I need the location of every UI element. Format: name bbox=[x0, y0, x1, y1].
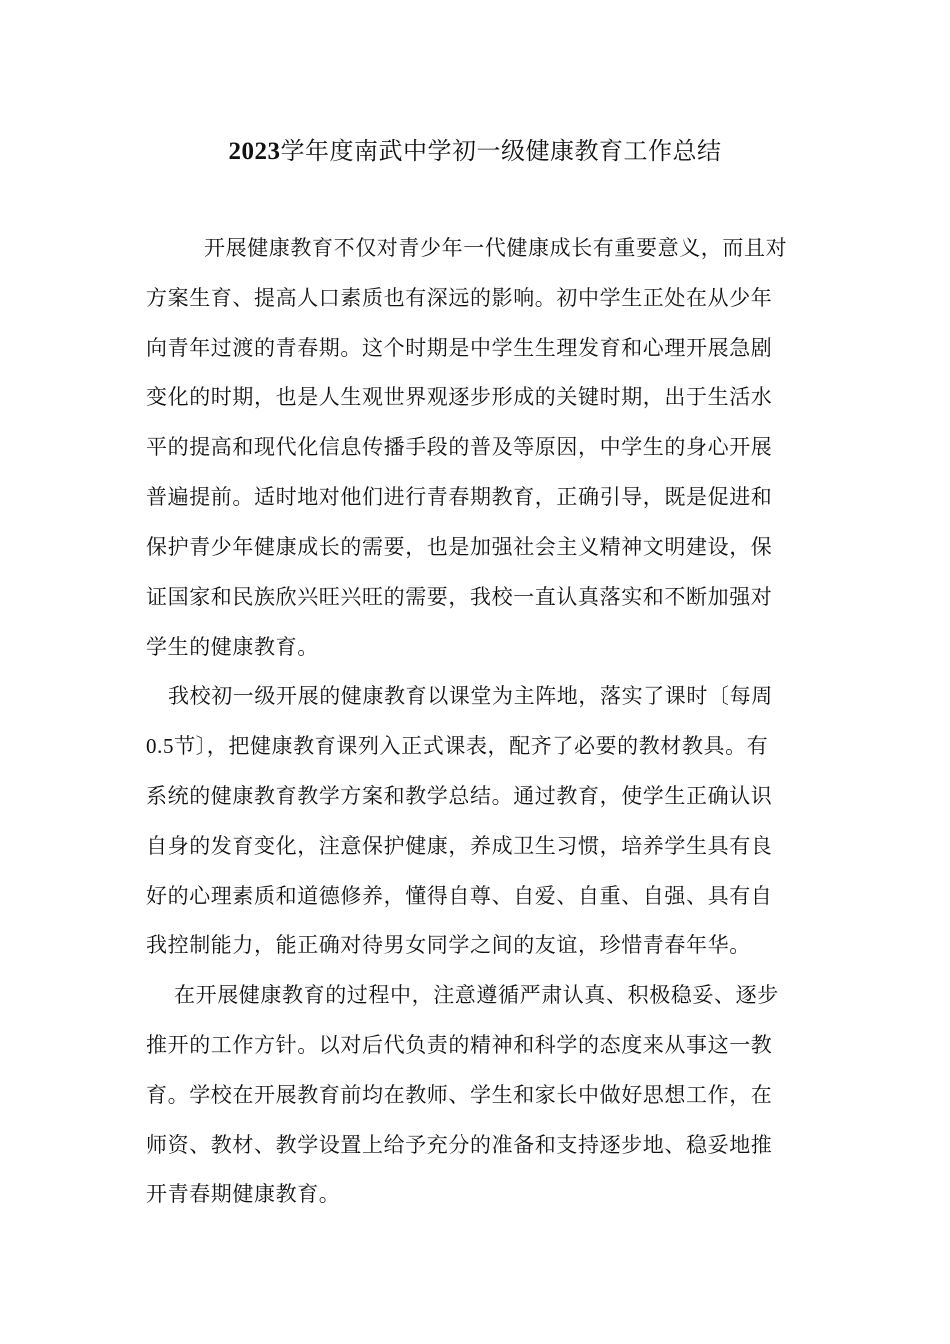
paragraph-line: 师资、教材、教学设置上给予充分的准备和支持逐步地、稳妥地推 bbox=[146, 1133, 773, 1157]
paragraph-line: 开青春期健康教育。 bbox=[146, 1182, 341, 1206]
paragraph-line: 学生的健康教育。 bbox=[146, 635, 319, 659]
paragraph-line bbox=[146, 731, 806, 761]
paragraph-line: 证国家和民族欣兴旺兴旺的需要，我校一直认真落实和不断加强对 bbox=[146, 585, 773, 609]
paragraph-line: 平的提高和现代化信息传播手段的普及等原因，中学生的身心开展 bbox=[146, 435, 773, 459]
paragraph-line: 好的心理素质和道德修养，懂得自尊、自爱、自重、自强、具有自 bbox=[146, 884, 773, 908]
paragraph-line: 向青年过渡的青春期。这个时期是中学生生理发育和心理开展急剧 bbox=[146, 336, 773, 360]
paragraph-line: 推开的工作方针。以对后代负责的精神和科学的态度来从事这一教 bbox=[146, 1033, 773, 1057]
paragraph-line: 我控制能力，能正确对待男女同学之间的友谊，珍惜青春年华。 bbox=[146, 933, 751, 957]
paragraph-line: 普遍提前。适时地对他们进行青春期教育，正确引导，既是促进和 bbox=[146, 485, 773, 509]
lesson-count: 0.5 bbox=[146, 734, 175, 758]
paragraph-line: 我校初一级开展的健康教育以课堂为主阵地，落实了课时〔每周 bbox=[168, 684, 773, 708]
title-text: 学年度南武中学初一级健康教育工作总结 bbox=[280, 137, 722, 165]
document-title bbox=[0, 133, 950, 170]
paragraph-line: 在开展健康教育的过程中，注意遵循严肃认真、积极稳妥、逐步 bbox=[174, 983, 779, 1007]
paragraph-line: 自身的发育变化，注意保护健康，养成卫生习惯，培养学生具有良 bbox=[146, 834, 773, 858]
paragraph-line: 变化的时期，也是人生观世界观逐步形成的关键时期，出于生活水 bbox=[146, 385, 773, 409]
paragraph-line: 系统的健康教育教学方案和教学总结。通过教育，使学生正确认识 bbox=[146, 784, 773, 808]
paragraph-line: 方案生育、提高人口素质也有深远的影响。初中学生正处在从少年 bbox=[146, 286, 773, 310]
paragraph-line: 保护青少年健康成长的需要，也是加强社会主义精神文明建设，保 bbox=[146, 535, 773, 559]
paragraph-line: 开展健康教育不仅对青少年一代健康成长有重要意义，而且对 bbox=[204, 236, 788, 260]
paragraph-line: 育。学校在开展教育前均在教师、学生和家长中做好思想工作，在 bbox=[146, 1083, 773, 1107]
paragraph-line-text: 节〕，把健康教育课列入正式课表，配齐了必要的教材教具。有 bbox=[174, 734, 769, 758]
title-year: 2023 bbox=[228, 138, 281, 165]
